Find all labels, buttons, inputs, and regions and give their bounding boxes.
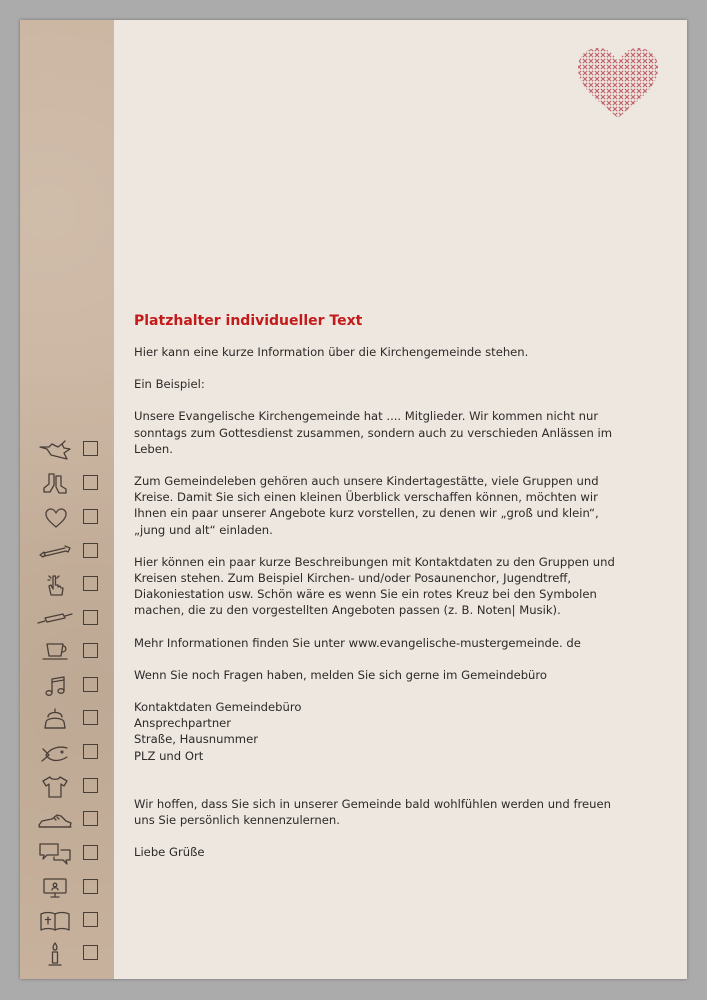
icon-row-kettle	[37, 707, 107, 731]
checkbox[interactable]	[83, 576, 98, 591]
checkbox[interactable]	[83, 643, 98, 658]
checkbox[interactable]	[83, 441, 98, 456]
closing: Liebe Grüße	[134, 845, 205, 860]
icon-sidebar	[20, 20, 114, 979]
music-notes-icon	[37, 674, 73, 698]
icon-row-fish	[37, 741, 107, 765]
icon-row-coffee	[37, 640, 107, 664]
icon-row-monitor	[37, 876, 107, 900]
icon-row-dove	[37, 438, 107, 462]
letter-body	[134, 312, 629, 876]
socks-icon	[37, 472, 73, 496]
heart-icon	[37, 506, 73, 530]
icon-row-hand	[37, 573, 107, 597]
icon-row-speech	[37, 842, 107, 866]
page-title: Platzhalter individueller Text	[134, 313, 363, 329]
paragraph: Wir hoffen, dass Sie sich in unserer Gemeinde bald wohlfühlen werden und freuen uns Sie persönlich kennenzulernen.	[134, 796, 612, 828]
paragraph: Ein Beispiel:	[134, 377, 205, 392]
checkbox[interactable]	[83, 879, 98, 894]
icon-row-heart	[37, 506, 107, 530]
tshirt-icon	[37, 775, 73, 799]
monitor-icon	[37, 876, 73, 900]
checkbox[interactable]	[83, 945, 98, 960]
contact-line: PLZ und Ort	[134, 748, 204, 763]
wrench-icon	[37, 540, 73, 564]
paragraph: Unsere Evangelische Kirchengemeinde hat .... Mitglieder. Wir kommen nicht nur sonntags zum Gottesdienst zusammen, sondern auch zu verschieden Anlässen im Leben.	[134, 409, 612, 456]
letter-page	[20, 20, 687, 979]
checkbox[interactable]	[83, 811, 98, 826]
spacer	[134, 780, 629, 796]
checkbox[interactable]	[83, 778, 98, 793]
paragraph: Zum Gemeindeleben gehören auch unsere Kindertagestätte, viele Gruppen und Kreise. Damit Sie sich einen kleinen Überblick verschaffen können, möchten wir Ihnen ein paar unserer Angebote kurz vorstellen, zu denen wir „groß und klein“, „jung und alt“ einladen.	[134, 474, 599, 537]
dove-icon	[37, 438, 73, 462]
icon-row-rolling-pin	[37, 607, 107, 631]
paragraph: Hier kann eine kurze Information über die Kirchengemeinde stehen.	[134, 345, 529, 359]
checkbox[interactable]	[83, 543, 98, 558]
cross-stitch-heart	[576, 46, 660, 120]
checkbox[interactable]	[83, 610, 98, 625]
icon-row-sneaker	[37, 808, 107, 832]
icon-row-bible	[37, 909, 107, 933]
checkbox[interactable]	[83, 475, 98, 490]
hand-pointer-icon	[37, 573, 73, 597]
checkbox[interactable]	[83, 710, 98, 725]
icon-row-shirt	[37, 775, 107, 799]
icon-row-socks	[37, 472, 107, 496]
coffee-cup-icon	[37, 640, 73, 664]
checkbox[interactable]	[83, 744, 98, 759]
checkbox[interactable]	[83, 912, 98, 927]
icon-row-music	[37, 674, 107, 698]
paragraph: Hier können ein paar kurze Beschreibungen mit Kontaktdaten zu den Gruppen und Kreisen stehen. Zum Beispiel Kirchen- und/oder Posaunenchor, Jugendtreff, Diakoniestation usw. Schön wäre es wenn Sie ein rotes Kreuz bei den Symbolen machen, die zu den vorgestellten Angeboten passen (z. B. Noten| Musik).	[134, 554, 615, 618]
paragraph: Wenn Sie noch Fragen haben, melden Sie sich gerne im Gemeindebüro	[134, 667, 548, 682]
speech-bubbles-icon	[37, 842, 73, 866]
contact-line: Straße, Hausnummer	[134, 732, 258, 747]
fish-icon	[37, 741, 73, 765]
icon-row-candle	[37, 942, 107, 966]
sneaker-icon	[37, 808, 73, 832]
rolling-pin-icon	[37, 607, 73, 631]
kettle-icon	[37, 707, 73, 731]
contact-line: Ansprechpartner	[134, 716, 232, 731]
website-paragraph: Mehr Informationen finden Sie unter www.evangelische-mustergemeinde. de	[134, 635, 581, 650]
checkbox[interactable]	[83, 845, 98, 860]
checkbox[interactable]	[83, 509, 98, 524]
open-bible-icon	[37, 909, 73, 933]
contact-line: Kontaktdaten Gemeindebüro	[134, 700, 302, 715]
icon-row-wrench	[37, 540, 107, 564]
checkbox[interactable]	[83, 677, 98, 692]
candle-icon	[37, 942, 73, 966]
contact-block	[134, 699, 629, 764]
